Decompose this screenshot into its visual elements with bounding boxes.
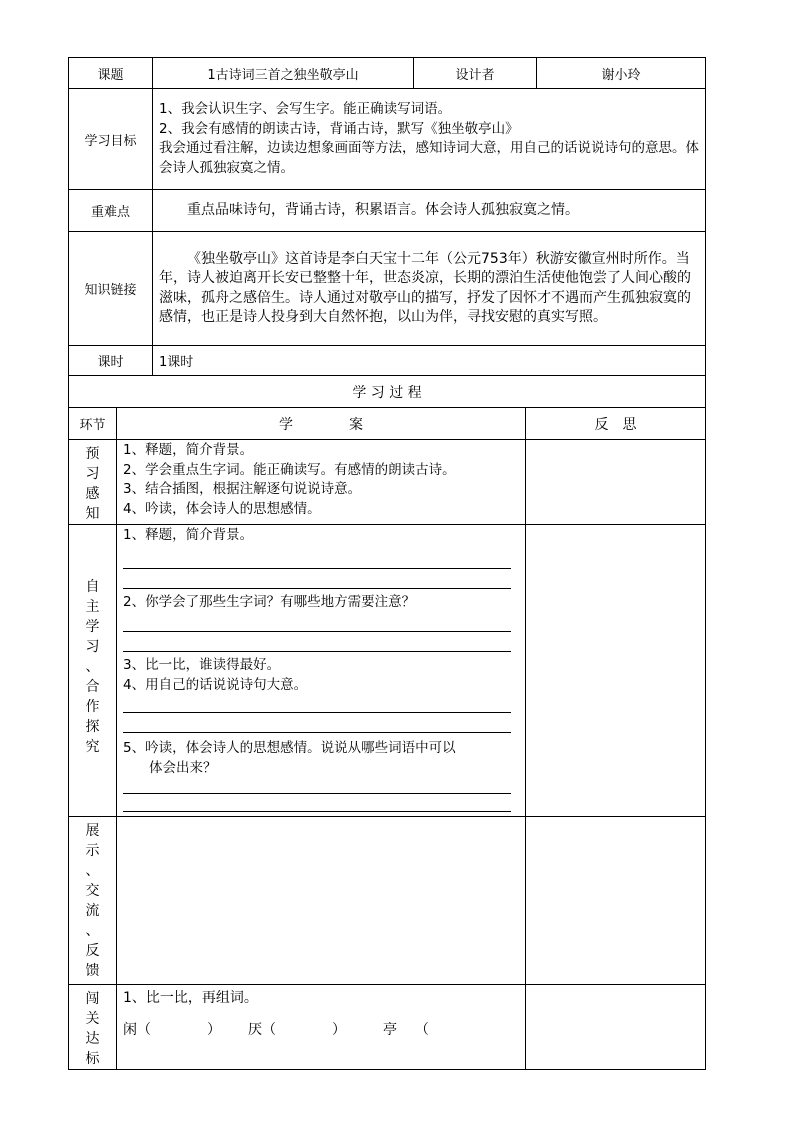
word-group[interactable]: 闲（ ） — [123, 1022, 221, 1038]
process-title: 学 习 过 程 — [69, 376, 706, 408]
answer-line[interactable] — [123, 631, 511, 632]
question-4: 4、用自己的话说说诗句大意。 — [123, 676, 308, 693]
col-reflect-header: 反 思 — [526, 408, 706, 440]
word-groups — [117, 1019, 525, 1039]
self-study-reflection — [526, 525, 706, 817]
list-item: 2、学会重点生字词。能正确读写。有感情的朗读古诗。 — [123, 461, 456, 478]
checkpoint-reflection — [526, 985, 706, 1070]
checkpoint-content — [117, 985, 526, 1070]
list-item: 1、释题，简介背景。 — [123, 442, 254, 458]
period-value: 1课时 — [153, 346, 706, 376]
topic-value: 1古诗词三首之独坐敬亭山 — [153, 58, 414, 89]
goals-label: 学习目标 — [69, 89, 153, 190]
col-plan-header: 学 案 — [117, 408, 526, 440]
designer-label: 设计者 — [414, 58, 537, 89]
goals-content — [153, 89, 706, 190]
designer-value: 谢小玲 — [537, 58, 706, 89]
difficulty-content: 重点品味诗句，背诵古诗，积累语言。体会诗人孤独寂寞之情。 — [153, 190, 706, 232]
display-stage-label: 展 示 、 交 流 、 反 馈 — [69, 817, 117, 985]
question-5: 5、吟读，体会诗人的思想感情。说说从哪些词语中可以 — [123, 740, 456, 756]
preview-stage-label: 预 习 感 知 — [69, 440, 117, 525]
question-3: 3、比一比，谁读得最好。 — [123, 657, 281, 673]
difficulty-label: 重难点 — [69, 190, 153, 232]
word-group[interactable]: 厌（ ） — [248, 1022, 346, 1038]
question-2: 2、你学会了那些生字词？有哪些地方需要注意？ — [123, 593, 416, 610]
period-label: 课时 — [69, 346, 153, 376]
answer-line[interactable] — [123, 793, 511, 794]
answer-line[interactable] — [123, 568, 511, 569]
topic-label: 课题 — [69, 58, 153, 89]
display-reflection — [526, 817, 706, 985]
preview-reflection — [526, 440, 706, 525]
self-study-content — [117, 525, 526, 817]
checkpoint-stage-label: 闯 关 达 标 — [69, 985, 117, 1070]
preview-content — [117, 440, 526, 525]
display-content[interactable] — [117, 817, 526, 985]
goal-line: 1、我会认识生字、会写生字。能正确读写词语。 — [159, 101, 452, 117]
knowledge-content: 《独坐敬亭山》这首诗是李白天宝十二年（公元753年）秋游安徽宣州时所作。当年，诗人被迫离开长安已整整十年，世态炎凉，长期的漂泊生活使他饱尝了人间心酸的滋味，孤舟之感倍生。诗人通过对敬亭山的描写，抒发了因怀才不遇而产生孤独寂寞的感情，也正是诗人投身到大自然怀抱，以山为伴，寻找安慰的真实写照。 — [153, 232, 706, 346]
goal-line: 2、我会有感情的朗读古诗，背诵古诗，默写《独坐敬亭山》 — [159, 120, 519, 137]
answer-line[interactable] — [123, 712, 511, 713]
process-table — [68, 375, 706, 1070]
goal-line: 我会通过看注解，边读边想象画面等方法，感知诗词大意，用自己的话说说诗句的意思。体会诗人孤独寂寞之情。 — [159, 140, 699, 176]
col-stage-header: 环节 — [69, 408, 117, 440]
list-item: 3、结合插图，根据注解逐句说说诗意。 — [123, 481, 362, 497]
question-1: 1、释题，简介背景。 — [123, 527, 254, 543]
word-group[interactable]: 亭 （ — [383, 1022, 429, 1038]
checkpoint-item-1: 1、比一比，再组词。 — [123, 990, 258, 1006]
self-study-stage-label: 自 主 学 习 、 合 作 探 究 — [69, 525, 117, 817]
knowledge-label: 知识链接 — [69, 232, 153, 346]
list-item: 4、吟读，体会诗人的思想感情。 — [123, 500, 321, 517]
lesson-info-table — [68, 57, 706, 376]
answer-line[interactable] — [123, 811, 511, 812]
question-5-cont: 体会出来？ — [149, 759, 217, 776]
